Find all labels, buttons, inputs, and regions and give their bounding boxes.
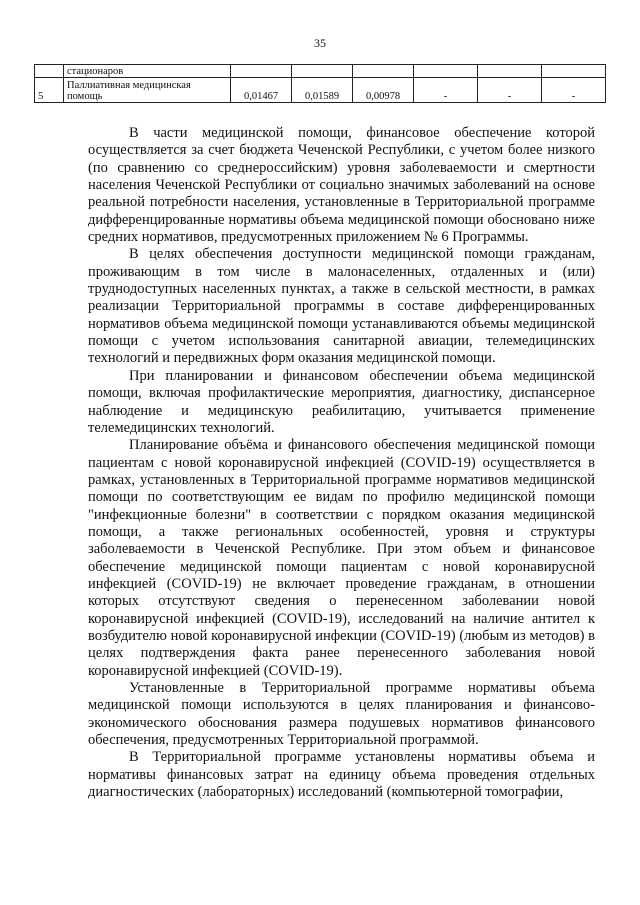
table-cell-name: Паллиативная медицинская помощь bbox=[64, 78, 231, 103]
table-cell-value: 0,01589 bbox=[292, 78, 353, 103]
paragraph: В целях обеспечения доступности медицинской помощи гражданам, проживающим в том числе в малонаселенных, отдаленных и (или) труднодоступных населенных пунктах, а также в сельской местности, в рамках реализации Территориальной программы в составе дифференцированных нормативов объема медицинской помощи устанавливаются объемы медицинской помощи с учетом использования санитарной авиации, телемедицинских технологий и передвижных форм оказания медицинской помощи. bbox=[88, 246, 595, 367]
table-cell-name: стационаров bbox=[64, 65, 231, 78]
paragraph: В Территориальной программе установлены нормативы объема и нормативы финансовых затрат на единицу объема проведения отдельных диагностических (лабораторных) исследований (компьютерной томографии, bbox=[88, 749, 595, 801]
table-cell-num: 5 bbox=[35, 78, 64, 103]
table-cell-value bbox=[231, 65, 292, 78]
paragraph: В части медицинской помощи, финансовое обеспечение которой осуществляется за счет бюджета Чеченской Республики, с учетом более низкого (по сравнению со среднероссийским) уровня заболеваемости и смертности населения Чеченской Республики от социально значимых заболеваний на основе реальной потребности населения, установленные в Территориальной программе дифференцированные нормативы объема медицинской помощи обосновано ниже средних нормативов, предусмотренных приложением № 6 Программы. bbox=[88, 125, 595, 246]
table-cell-value: - bbox=[478, 78, 542, 103]
paragraph: При планировании и финансовом обеспечении объема медицинской помощи, включая профилактические мероприятия, диагностику, диспансерное наблюдение и медицинскую реабилитацию, учитывается применение телемедицинских технологий. bbox=[88, 367, 595, 436]
norms-table bbox=[34, 64, 606, 103]
table-cell-value: 0,00978 bbox=[353, 78, 414, 103]
table-cell-value bbox=[542, 65, 606, 78]
table-row bbox=[35, 65, 606, 78]
paragraph: Планирование объёма и финансового обеспечения медицинской помощи пациентам с новой коронавирусной инфекцией (COVID-19) осуществляется в рамках, установленных в Территориальной программе нормативов медицинской помощи по соответствующим ее видам по профилю медицинской помощи "инфекционные болезни" в соответствии с порядком оказания медицинской помощи, а также региональных особенностей, уровня и структуры заболеваемости в Чеченской Республике. При этом объем и финансовое обеспечение медицинской помощи пациентам с новой коронавирусной инфекцией (COVID-19) не включает проведение гражданам, в отношении которых отсутствуют сведения о перенесенном заболевании новой коронавирусной инфекцией (COVID-19), исследований на наличие антител к возбудителю новой коронавирусной инфекции (COVID-19) (любым из методов) в целях подтверждения факта ранее перенесенного заболевания новой коронавирусной инфекцией (COVID-19). bbox=[88, 437, 595, 679]
table-cell-num bbox=[35, 65, 64, 78]
page-number: 35 bbox=[314, 36, 326, 50]
table-cell-value bbox=[292, 65, 353, 78]
table-cell-value bbox=[353, 65, 414, 78]
table-cell-value: 0,01467 bbox=[231, 78, 292, 103]
table-row bbox=[35, 78, 606, 103]
table-cell-value: - bbox=[542, 78, 606, 103]
body-text bbox=[88, 125, 595, 801]
paragraph: Установленные в Территориальной программе нормативы объема медицинской помощи используются в целях планирования и финансово-экономического обоснования размера подушевых нормативов финансового обеспечения, предусмотренных Территориальной программой. bbox=[88, 680, 595, 749]
table-cell-value: - bbox=[414, 78, 478, 103]
table-cell-value bbox=[414, 65, 478, 78]
table-cell-value bbox=[478, 65, 542, 78]
